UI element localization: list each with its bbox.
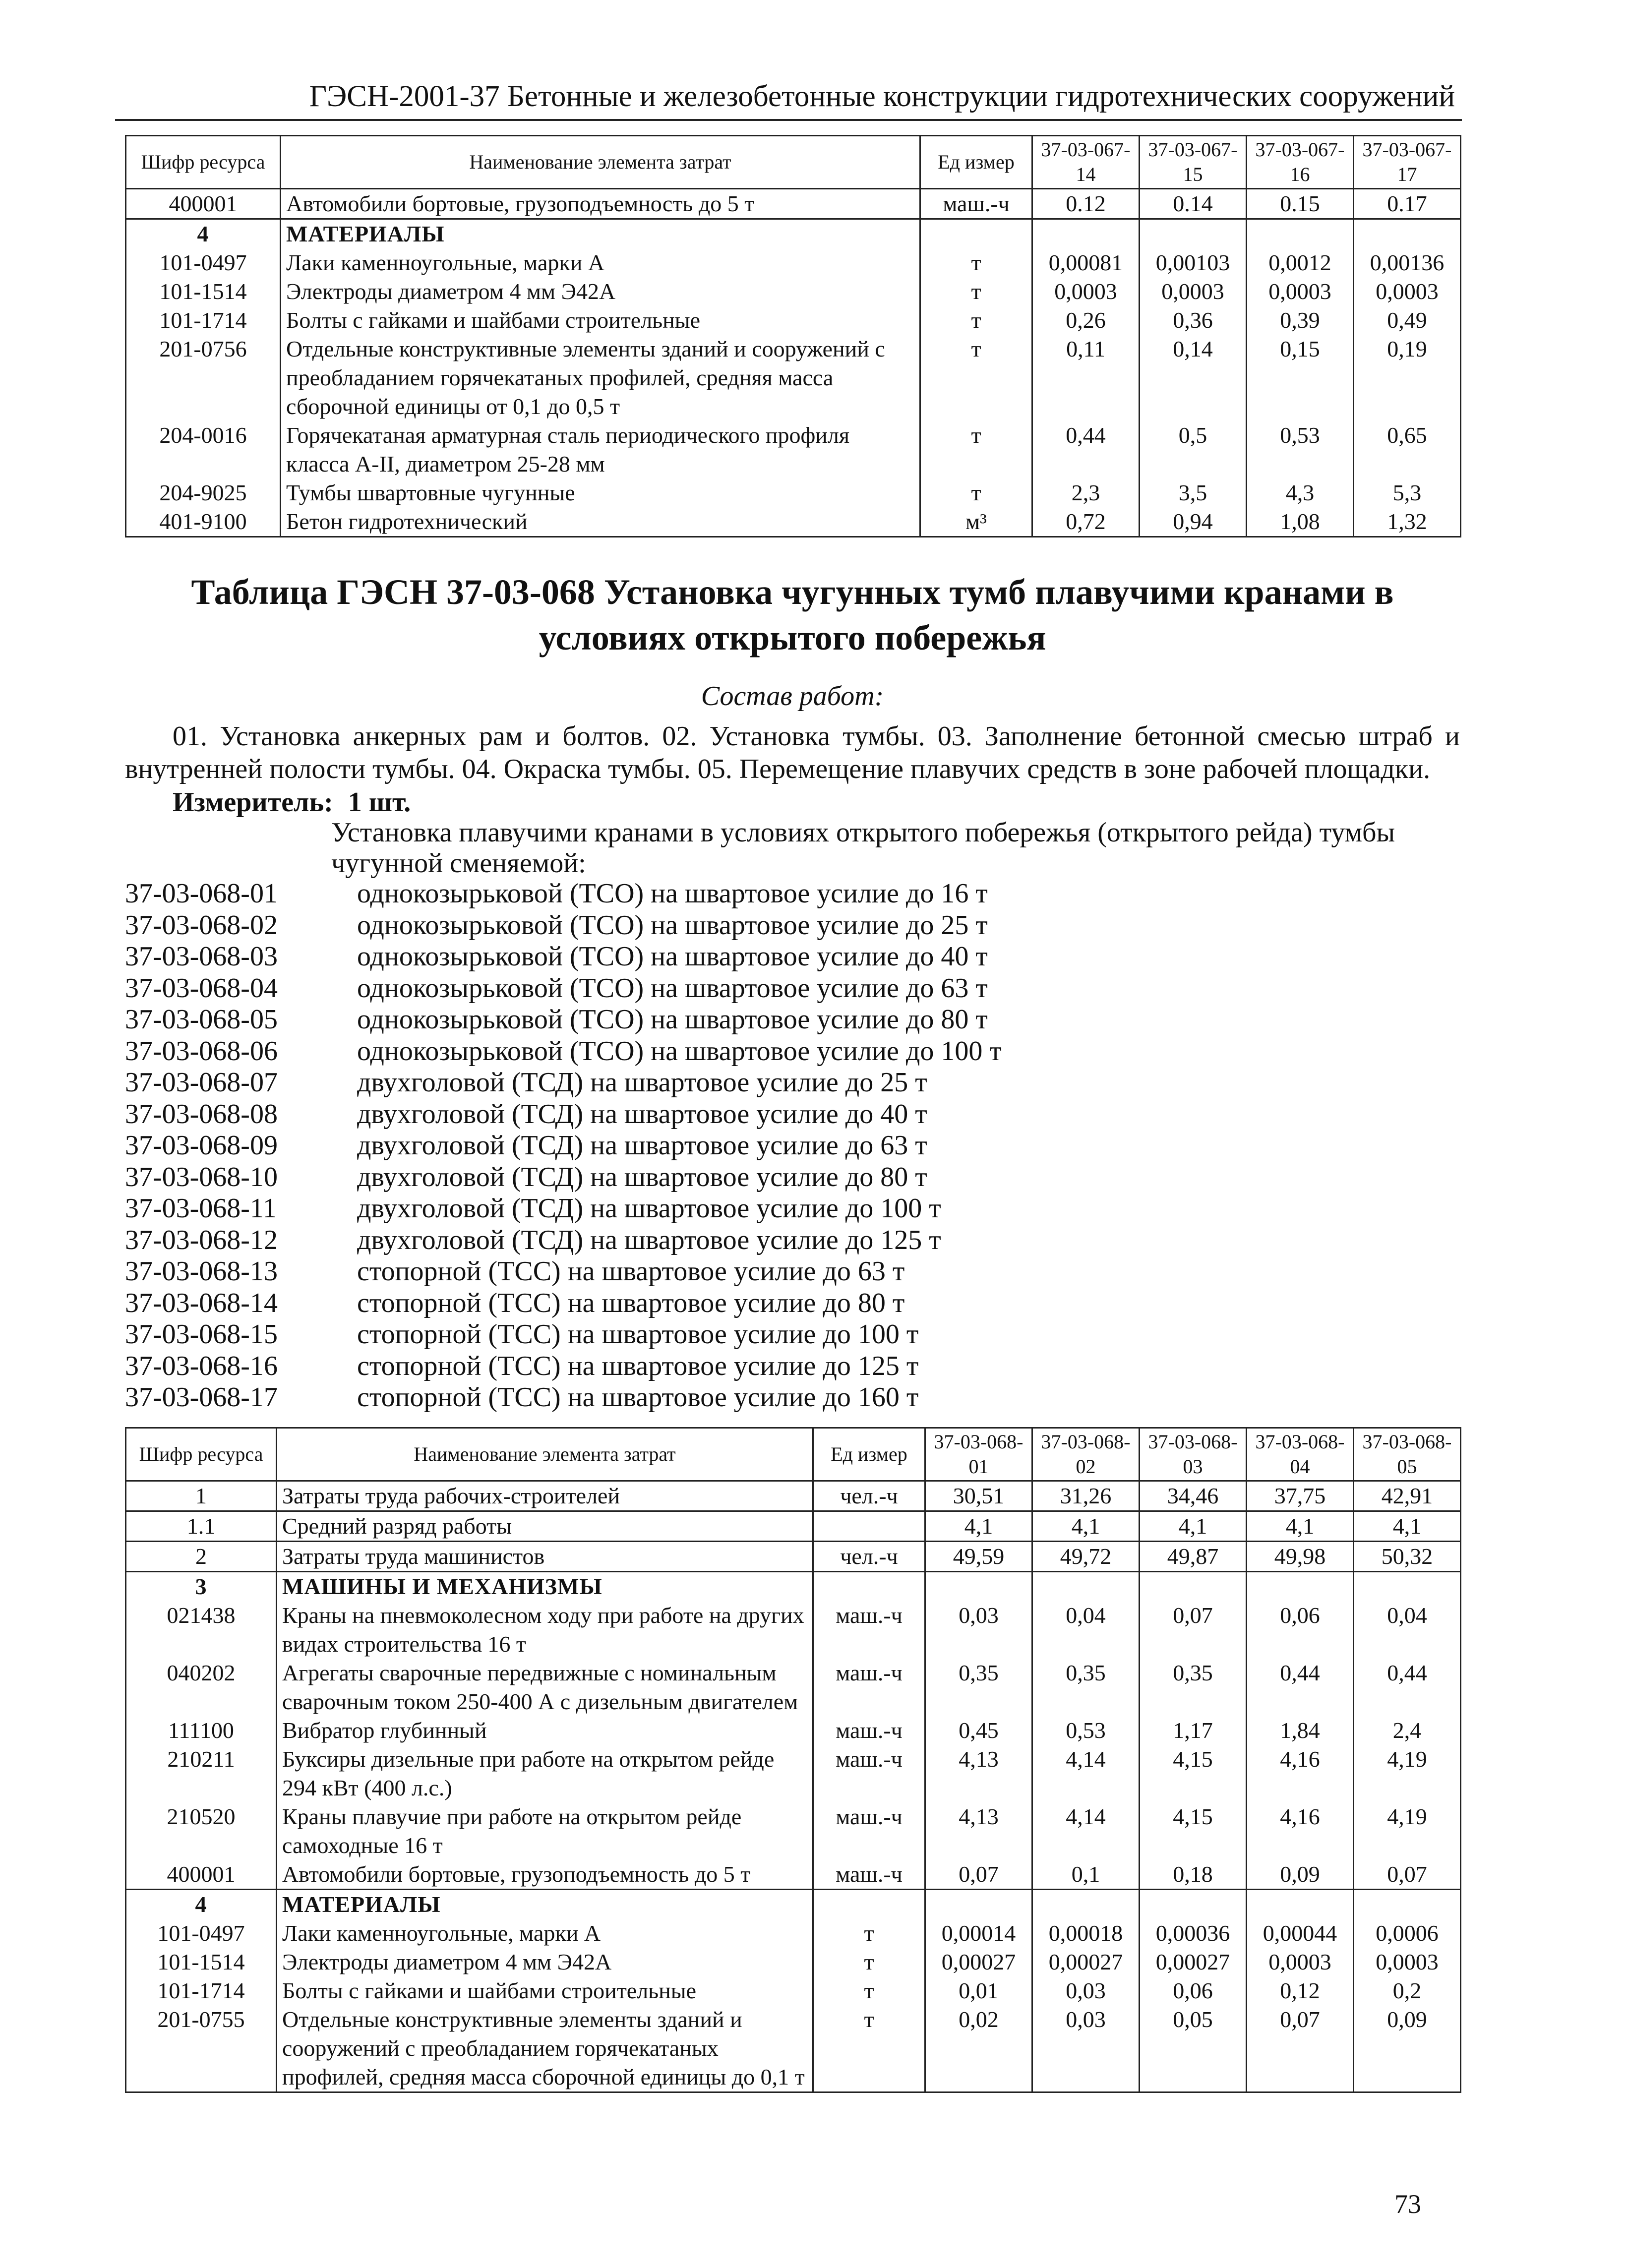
value-cell: 34,46 [1140, 1481, 1247, 1511]
composition-label: Состав работ: [701, 681, 884, 712]
resource-code: 201-0755 [126, 2005, 277, 2092]
value-cell [1032, 1572, 1140, 1602]
column-header: 37-03-067-17 [1354, 136, 1461, 189]
value-cell: 2,3 [1032, 478, 1140, 507]
value-cell: 0,14 [1140, 335, 1247, 421]
value-cell: 0,35 [1032, 1659, 1140, 1716]
resource-name: Горячекатаная арматурная сталь периодического профиля класса А-II, диаметром 25-28 мм [281, 421, 920, 478]
resource-name: Лаки каменноугольные, марки А [281, 248, 920, 277]
value-cell: 0,02 [925, 2005, 1032, 2092]
norm-code: 37-03-068-13 [125, 1256, 278, 1287]
unit [813, 1511, 925, 1542]
resource-code: 210211 [126, 1745, 277, 1802]
value-cell: 4,1 [1032, 1511, 1140, 1542]
value-cell: 0,53 [1247, 421, 1354, 478]
resource-code: 021438 [126, 1601, 277, 1659]
resource-code: 101-1714 [126, 1976, 277, 2005]
value-cell [1247, 1572, 1354, 1602]
resource-code: 101-0497 [126, 248, 281, 277]
resource-code: 101-0497 [126, 1919, 277, 1948]
norm-description: двухголовой (ТСД) на швартовое усилие до 100 т [357, 1193, 941, 1224]
value-cell: 31,26 [1032, 1481, 1140, 1511]
value-cell: 42,91 [1354, 1481, 1461, 1511]
value-cell: 0,03 [925, 1601, 1032, 1659]
unit: м³ [920, 507, 1032, 537]
value-cell: 0,00014 [925, 1919, 1032, 1948]
value-cell: 30,51 [925, 1481, 1032, 1511]
list-item [125, 1193, 1460, 1224]
value-cell: 1,17 [1140, 1716, 1247, 1745]
value-cell: 0,44 [1354, 1659, 1461, 1716]
table-row [126, 1481, 1461, 1511]
value-cell: 4,14 [1032, 1802, 1140, 1860]
list-item [125, 1318, 1460, 1350]
value-cell [1247, 219, 1354, 249]
norm-code: 37-03-068-16 [125, 1350, 278, 1381]
norm-code: 37-03-068-12 [125, 1224, 278, 1255]
unit: т [813, 1919, 925, 1948]
norm-code: 37-03-068-09 [125, 1130, 278, 1161]
list-item [125, 1004, 1460, 1035]
norm-description: однокозырьковой (ТСО) на швартовое усилие до 80 т [357, 1004, 988, 1035]
unit: чел.-ч [813, 1542, 925, 1572]
value-cell: 0,2 [1354, 1976, 1461, 2005]
table-row [126, 1511, 1461, 1542]
unit [813, 1890, 925, 1919]
value-cell: 0,0003 [1354, 277, 1461, 306]
norm-code: 37-03-068-17 [125, 1382, 278, 1413]
section-heading: МАТЕРИАЛЫ [277, 1890, 813, 1919]
table-row [126, 1542, 1461, 1572]
value-cell [1032, 1890, 1140, 1919]
column-header: 37-03-068-05 [1354, 1428, 1461, 1481]
value-cell: 0,35 [925, 1659, 1032, 1716]
value-cell: 0,18 [1140, 1860, 1247, 1890]
list-item [125, 1287, 1460, 1319]
value-cell: 0,07 [1354, 1860, 1461, 1890]
column-header: 37-03-068-04 [1247, 1428, 1354, 1481]
value-cell: 0,0006 [1354, 1919, 1461, 1948]
norm-description: однокозырьковой (ТСО) на швартовое усилие до 25 т [357, 909, 988, 941]
value-cell: 3,5 [1140, 478, 1247, 507]
value-cell: 49,72 [1032, 1542, 1140, 1572]
unit: чел.-ч [813, 1481, 925, 1511]
list-item [125, 1067, 1460, 1098]
value-cell: 0,06 [1140, 1976, 1247, 2005]
list-item [125, 1035, 1460, 1067]
table-row [126, 1716, 1461, 1745]
value-cell: 1,08 [1247, 507, 1354, 537]
norm-description: двухголовой (ТСД) на швартовое усилие до 80 т [357, 1161, 927, 1193]
resource-code: 204-9025 [126, 478, 281, 507]
column-header: Наименование элемента затрат [281, 136, 920, 189]
resource-table-067 [125, 135, 1461, 537]
column-header: Ед измер [920, 136, 1032, 189]
table-row [126, 1802, 1461, 1860]
table-row [126, 1572, 1461, 1602]
value-cell: 1,32 [1354, 507, 1461, 537]
table-row [126, 1976, 1461, 2005]
column-header: 37-03-067-15 [1140, 136, 1247, 189]
list-item [125, 1224, 1460, 1256]
column-header: 37-03-068-03 [1140, 1428, 1247, 1481]
resource-name: Краны на пневмоколесном ходу при работе на других видах строительства 16 т [277, 1601, 813, 1659]
table-row [126, 277, 1461, 306]
norm-description: стопорной (ТСС) на швартовое усилие до 63 т [357, 1256, 905, 1287]
value-cell: 4,19 [1354, 1802, 1461, 1860]
resource-code: 400001 [126, 189, 281, 219]
resource-name: Автомобили бортовые, грузоподъемность до 5 т [281, 189, 920, 219]
value-cell: 0,00081 [1032, 248, 1140, 277]
section-heading: МАШИНЫ И МЕХАНИЗМЫ [277, 1572, 813, 1602]
unit: маш.-ч [920, 189, 1032, 219]
table-row [126, 306, 1461, 335]
norm-description: двухголовой (ТСД) на швартовое усилие до 63 т [357, 1130, 927, 1161]
value-cell [925, 1572, 1032, 1602]
value-cell: 0,09 [1354, 2005, 1461, 2092]
value-cell: 0,00018 [1032, 1919, 1140, 1948]
resource-code: 2 [126, 1542, 277, 1572]
norm-code: 37-03-068-04 [125, 972, 278, 1004]
value-cell: 0,65 [1354, 421, 1461, 478]
value-cell: 1,84 [1247, 1716, 1354, 1745]
resource-code: 3 [126, 1572, 277, 1602]
unit: маш.-ч [813, 1601, 925, 1659]
resource-name: Тумбы швартовные чугунные [281, 478, 920, 507]
value-cell: 0,00027 [1140, 1948, 1247, 1976]
value-cell: 0,01 [925, 1976, 1032, 2005]
value-cell: 0,07 [1140, 1601, 1247, 1659]
meter-label: Измеритель: [173, 787, 333, 818]
resource-name: Краны плавучие при работе на открытом рейде самоходные 16 т [277, 1802, 813, 1860]
unit: т [813, 2005, 925, 2092]
norm-description: стопорной (ТСС) на швартовое усилие до 80 т [357, 1287, 905, 1318]
value-cell: 0,0003 [1247, 1948, 1354, 1976]
column-header: Ед измер [813, 1428, 925, 1481]
value-cell: 0,0003 [1247, 277, 1354, 306]
value-cell [1354, 1572, 1461, 1602]
resource-name: Электроды диаметром 4 мм Э42А [277, 1948, 813, 1976]
resource-name: Средний разряд работы [277, 1511, 813, 1542]
value-cell: 0,39 [1247, 306, 1354, 335]
list-item [125, 941, 1460, 972]
value-cell [1247, 1890, 1354, 1919]
list-item [125, 909, 1460, 941]
section-heading: МАТЕРИАЛЫ [281, 219, 920, 249]
value-cell: 5,3 [1354, 478, 1461, 507]
unit [813, 1572, 925, 1602]
resource-name: Электроды диаметром 4 мм Э42А [281, 277, 920, 306]
norm-code-list [125, 878, 1460, 1413]
value-cell [1140, 1572, 1247, 1602]
norm-description: однокозырьковой (ТСО) на швартовое усилие до 100 т [357, 1035, 1002, 1067]
value-cell: 0,07 [925, 1860, 1032, 1890]
value-cell: 4,3 [1247, 478, 1354, 507]
value-cell: 0,04 [1354, 1601, 1461, 1659]
norm-code: 37-03-068-15 [125, 1319, 278, 1350]
norm-description: двухголовой (ТСД) на швартовое усилие до 25 т [357, 1067, 927, 1098]
value-cell: 0,12 [1247, 1976, 1354, 2005]
resource-code: 401-9100 [126, 507, 281, 537]
value-cell: 0,45 [925, 1716, 1032, 1745]
value-cell: 4,16 [1247, 1802, 1354, 1860]
norm-code: 37-03-068-02 [125, 909, 278, 941]
value-cell: 0,1 [1032, 1860, 1140, 1890]
norm-description: двухголовой (ТСД) на швартовое усилие до 40 т [357, 1098, 927, 1130]
resource-name: Вибратор глубинный [277, 1716, 813, 1745]
value-cell: 0,35 [1140, 1659, 1247, 1716]
value-cell: 4,1 [1247, 1511, 1354, 1542]
resource-code: 101-1514 [126, 1948, 277, 1976]
unit: т [920, 421, 1032, 478]
norm-code: 37-03-068-14 [125, 1287, 278, 1318]
value-cell: 4,19 [1354, 1745, 1461, 1802]
running-header-title: ГЭСН-2001-37 Бетонные и железобетонные конструкции гидротехнических сооружений [309, 80, 1455, 113]
norm-code: 37-03-068-11 [125, 1193, 277, 1224]
resource-code: 101-1514 [126, 277, 281, 306]
value-cell: 0.14 [1140, 189, 1247, 219]
value-cell: 0,00103 [1140, 248, 1247, 277]
resource-table-068 [125, 1427, 1461, 2093]
resource-code: 400001 [126, 1860, 277, 1890]
list-item [125, 1130, 1460, 1161]
value-cell: 0,07 [1247, 2005, 1354, 2092]
value-cell [1140, 219, 1247, 249]
norm-description: двухголовой (ТСД) на швартовое усилие до 125 т [357, 1224, 941, 1255]
unit: т [920, 335, 1032, 421]
resource-name: Буксиры дизельные при работе на открытом рейде 294 кВт (400 л.с.) [277, 1745, 813, 1802]
value-cell: 0.15 [1247, 189, 1354, 219]
value-cell: 0,00044 [1247, 1919, 1354, 1948]
list-item [125, 1350, 1460, 1382]
value-cell: 0,09 [1247, 1860, 1354, 1890]
value-cell: 4,13 [925, 1745, 1032, 1802]
unit: т [813, 1976, 925, 2005]
value-cell: 37,75 [1247, 1481, 1354, 1511]
resource-name: Затраты труда рабочих-строителей [277, 1481, 813, 1511]
value-cell: 0,0003 [1354, 1948, 1461, 1976]
unit: маш.-ч [813, 1802, 925, 1860]
table-row [126, 1745, 1461, 1802]
norm-description: однокозырьковой (ТСО) на швартовое усилие до 16 т [357, 878, 988, 909]
resource-code: 1.1 [126, 1511, 277, 1542]
unit: т [813, 1948, 925, 1976]
table-title: Таблица ГЭСН 37-03-068 Установка чугунных тумб плавучими кранами в условиях открытого побережья [191, 572, 1394, 657]
works-description: 01. Установка анкерных рам и болтов. 02. Установка тумбы. 03. Заполнение бетонной смесью штраб и внутренней полости тумбы. 04. Окраска тумбы. 05. Перемещение плавучих средств в зоне рабочей площадки. [125, 721, 1460, 784]
table-row [126, 189, 1461, 219]
resource-name: Отдельные конструктивные элементы зданий и сооружений с преобладанием горячекатаных профилей, средняя масса сборочной единицы до 0,1 т [277, 2005, 813, 2092]
meter-value: 1 шт. [348, 787, 411, 818]
table-row [126, 421, 1461, 478]
resource-name: Отдельные конструктивные элементы зданий и сооружений с преобладанием горячекатаных профилей, средняя масса сборочной единицы от 0,1 до 0,5 т [281, 335, 920, 421]
value-cell: 0,06 [1247, 1601, 1354, 1659]
resource-code: 4 [126, 219, 281, 249]
value-cell: 0,04 [1032, 1601, 1140, 1659]
value-cell: 0,26 [1032, 306, 1140, 335]
value-cell: 50,32 [1354, 1542, 1461, 1572]
unit: маш.-ч [813, 1659, 925, 1716]
resource-name: Агрегаты сварочные передвижные с номинальным сварочным током 250-400 А с дизельным двигателем [277, 1659, 813, 1716]
norm-code: 37-03-068-08 [125, 1098, 278, 1130]
value-cell: 0,0003 [1140, 277, 1247, 306]
value-cell: 0,49 [1354, 306, 1461, 335]
norm-description: однокозырьковой (ТСО) на швартовое усилие до 40 т [357, 941, 988, 972]
resource-code: 210520 [126, 1802, 277, 1860]
value-cell: 0,19 [1354, 335, 1461, 421]
table-row [126, 1919, 1461, 1948]
value-cell: 4,1 [1354, 1511, 1461, 1542]
table-header-row [126, 1428, 1461, 1481]
norm-description: стопорной (ТСС) на швартовое усилие до 125 т [357, 1350, 919, 1381]
norm-code: 37-03-068-07 [125, 1067, 278, 1098]
unit: т [920, 277, 1032, 306]
value-cell: 0,53 [1032, 1716, 1140, 1745]
value-cell: 49,87 [1140, 1542, 1247, 1572]
column-header: Наименование элемента затрат [277, 1428, 813, 1481]
value-cell [1354, 1890, 1461, 1919]
resource-code: 111100 [126, 1716, 277, 1745]
value-cell: 4,15 [1140, 1802, 1247, 1860]
value-cell: 0,03 [1032, 2005, 1140, 2092]
value-cell: 0,44 [1032, 421, 1140, 478]
value-cell: 0,03 [1032, 1976, 1140, 2005]
value-cell [1032, 219, 1140, 249]
list-item [125, 1098, 1460, 1130]
resource-code: 201-0756 [126, 335, 281, 421]
value-cell: 0,44 [1247, 1659, 1354, 1716]
table-header-row [126, 136, 1461, 189]
unit: маш.-ч [813, 1716, 925, 1745]
value-cell: 0.12 [1032, 189, 1140, 219]
value-cell: 0,0012 [1247, 248, 1354, 277]
norm-code: 37-03-068-03 [125, 941, 278, 972]
resource-name: Бетон гидротехнический [281, 507, 920, 537]
table-row [126, 1860, 1461, 1890]
unit: маш.-ч [813, 1860, 925, 1890]
value-cell: 0,05 [1140, 2005, 1247, 2092]
resource-code: 040202 [126, 1659, 277, 1716]
value-cell: 4,13 [925, 1802, 1032, 1860]
resource-code: 4 [126, 1890, 277, 1919]
value-cell: 0,00027 [925, 1948, 1032, 1976]
norm-code: 37-03-068-05 [125, 1004, 278, 1035]
value-cell: 0,36 [1140, 306, 1247, 335]
value-cell: 0,00027 [1032, 1948, 1140, 1976]
list-item [125, 972, 1460, 1004]
unit: т [920, 478, 1032, 507]
value-cell: 0,00036 [1140, 1919, 1247, 1948]
column-header: 37-03-067-16 [1247, 136, 1354, 189]
table-row [126, 478, 1461, 507]
value-cell [1354, 219, 1461, 249]
resource-name: Автомобили бортовые, грузоподъемность до 5 т [277, 1860, 813, 1890]
value-cell: 2,4 [1354, 1716, 1461, 1745]
norm-code: 37-03-068-06 [125, 1035, 278, 1067]
table-row [126, 248, 1461, 277]
column-header: 37-03-067-14 [1032, 136, 1140, 189]
table-row [126, 335, 1461, 421]
value-cell: 49,59 [925, 1542, 1032, 1572]
list-item [125, 878, 1460, 909]
value-cell [1140, 1890, 1247, 1919]
unit [920, 219, 1032, 249]
value-cell: 0,00136 [1354, 248, 1461, 277]
resource-name: Затраты труда машинистов [277, 1542, 813, 1572]
table-row [126, 1659, 1461, 1716]
value-cell: 0.17 [1354, 189, 1461, 219]
value-cell: 4,15 [1140, 1745, 1247, 1802]
resource-code: 1 [126, 1481, 277, 1511]
value-cell: 4,1 [1140, 1511, 1247, 1542]
value-cell: 0,11 [1032, 335, 1140, 421]
table-row [126, 219, 1461, 249]
codes-intro: Установка плавучими кранами в условиях открытого побережья (открытого рейда) тумбы чугунной сменяемой: [331, 817, 1395, 879]
table-row [126, 1890, 1461, 1919]
value-cell: 4,16 [1247, 1745, 1354, 1802]
resource-code: 204-0016 [126, 421, 281, 478]
column-header: Шифр ресурса [126, 136, 281, 189]
column-header: Шифр ресурса [126, 1428, 277, 1481]
list-item [125, 1255, 1460, 1287]
table-row [126, 1601, 1461, 1659]
norm-description: стопорной (ТСС) на швартовое усилие до 100 т [357, 1319, 919, 1350]
unit: т [920, 248, 1032, 277]
unit: т [920, 306, 1032, 335]
value-cell: 0,94 [1140, 507, 1247, 537]
column-header: 37-03-068-02 [1032, 1428, 1140, 1481]
value-cell: 0,15 [1247, 335, 1354, 421]
table-row [126, 1948, 1461, 1976]
norm-code: 37-03-068-10 [125, 1161, 278, 1193]
value-cell [925, 1890, 1032, 1919]
value-cell: 4,1 [925, 1511, 1032, 1542]
list-item [125, 1161, 1460, 1193]
resource-name: Болты с гайками и шайбами строительные [281, 306, 920, 335]
column-header: 37-03-068-01 [925, 1428, 1032, 1481]
value-cell: 4,14 [1032, 1745, 1140, 1802]
unit: маш.-ч [813, 1745, 925, 1802]
norm-description: стопорной (ТСС) на швартовое усилие до 160 т [357, 1382, 919, 1413]
norm-code: 37-03-068-01 [125, 878, 278, 909]
value-cell: 49,98 [1247, 1542, 1354, 1572]
meter-line [173, 786, 411, 818]
table-row [126, 2005, 1461, 2092]
resource-name: Болты с гайками и шайбами строительные [277, 1976, 813, 2005]
resource-code: 101-1714 [126, 306, 281, 335]
table-row [126, 507, 1461, 537]
value-cell: 0,0003 [1032, 277, 1140, 306]
page-number: 73 [1394, 2189, 1421, 2219]
running-header [115, 74, 1462, 121]
value-cell: 0,5 [1140, 421, 1247, 478]
resource-name: Лаки каменноугольные, марки А [277, 1919, 813, 1948]
value-cell: 0,72 [1032, 507, 1140, 537]
norm-description: однокозырьковой (ТСО) на швартовое усилие до 63 т [357, 972, 988, 1004]
list-item [125, 1381, 1460, 1413]
